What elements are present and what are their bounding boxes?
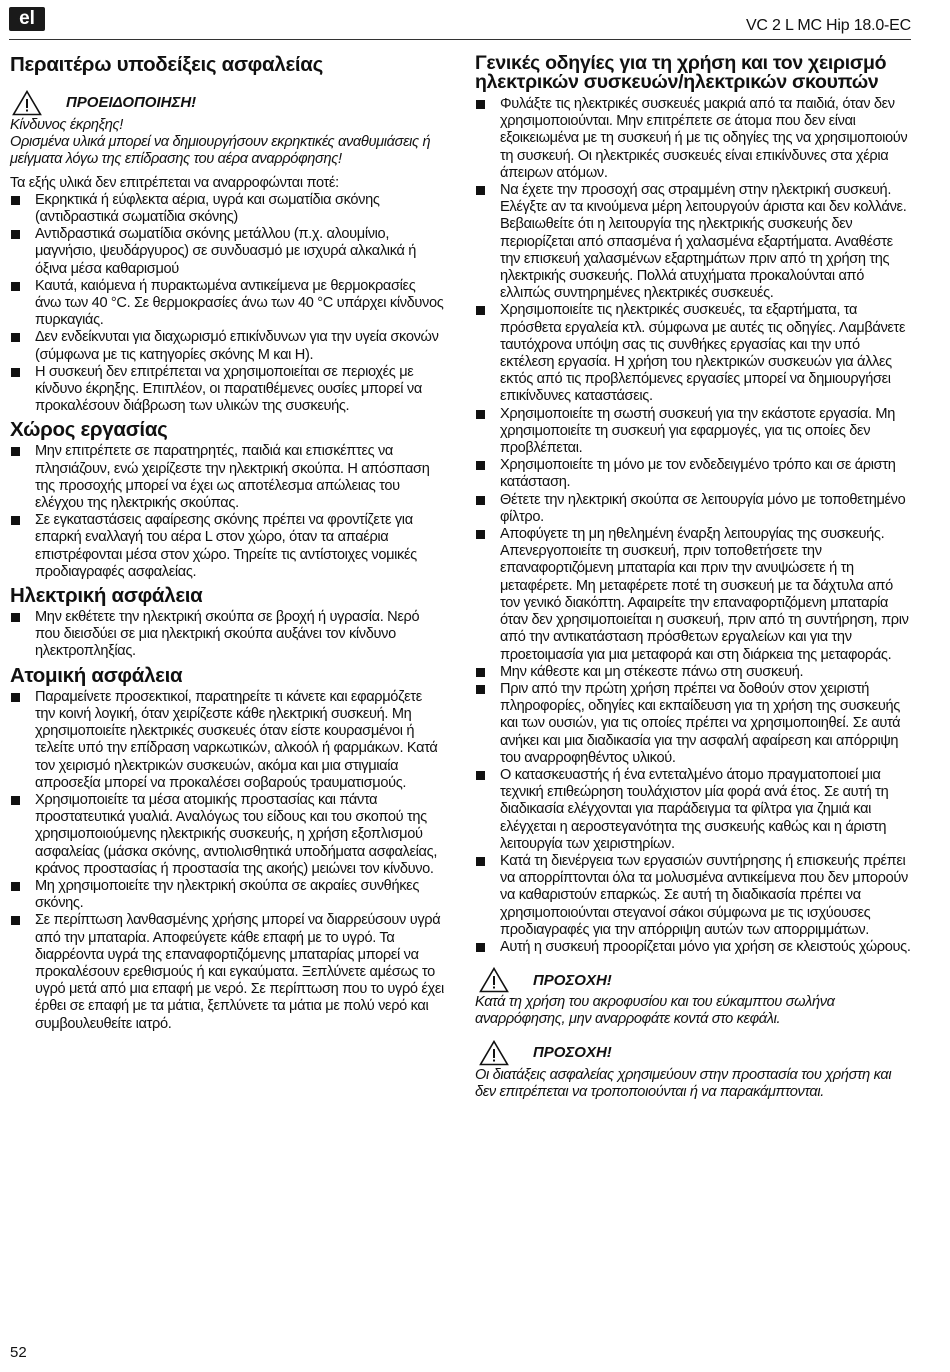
bullet-icon	[11, 796, 20, 805]
electrical-list	[10, 609, 445, 661]
bullet-icon	[11, 882, 20, 891]
bullet-icon	[476, 461, 485, 470]
left-column	[10, 54, 445, 1033]
bullet-icon	[11, 333, 20, 342]
caution-text: Οι διατάξεις ασφαλείας χρησιμεύουν στην προστασία του χρήστη και δεν επιτρέπεται να τροποποιούνται ή να παρακάμπτονται.	[475, 1066, 892, 1100]
section-title-workspace: Χώρος εργασίας	[10, 418, 168, 442]
list-item: Χρησιμοποιείτε τα μέσα ατομικής προστασίας και πάντα προστατευτικά γυαλιά. Αναλόγως του είδους και του σκοπού της χρησιμοποιούμενης ηλεκτρικής συσκευής, η χρήση εξοπλισμού ασφαλείας (μάσκα σκόνης, αντιολισθητικά υποδήματα ασφαλείας, κράνος προστασίας ή προστασία της ακοής) μειώνει τον κίνδυνο.	[10, 792, 445, 878]
page-number: 52	[10, 1344, 27, 1361]
bullet-icon	[11, 916, 20, 925]
list-item: Σε εγκαταστάσεις αφαίρεσης σκόνης πρέπει να φροντίζετε για επαρκή εναλλαγή του αέρα L στον χώρο, όταν τα απαέρια επιστρέφονται μέσα στον χώρο. Τηρείτε τις αντίστοιχες νομικές προδιαγραφές ασφαλείας.	[10, 512, 445, 581]
bullet-icon	[11, 516, 20, 525]
list-item: Χρησιμοποιείτε τις ηλεκτρικές συσκευές, τα εξαρτήματα, τα πρόσθετα εργαλεία κτλ. σύμφωνα με αυτές τις οδηγίες. Λαμβάνετε ταυτόχρονα υπόψη σας τις συνθήκες εργασίας και την υπό εκτέλεση εργασία. Η χρήση του ηλεκτρικών συσκευών για άλλες εκτός από τις προβλεπόμενες εργασίες μπορεί να δημιουργήσει επικίνδυνες καταστάσεις.	[475, 302, 911, 405]
caution-block	[475, 1039, 911, 1101]
bullet-icon	[476, 771, 485, 780]
warning-triangle-icon	[479, 967, 509, 993]
workspace-list	[10, 443, 445, 581]
section-title-safety: Περαιτέρω υποδείξεις ασφαλείας	[10, 53, 323, 76]
caution-label: ΠΡΟΣΟΧΗ!	[533, 971, 612, 989]
list-item: Πριν από την πρώτη χρήση πρέπει να δοθούν στον χειριστή πληροφορίες, οδηγίες και εκπαίδευση για τη χρήση της συσκευής και των ουσιών, για τις οποίες πρέπει να χρησιμοποιηθεί. Σε αυτά ανήκει και μια διαδικασία για την ασφαλή αφαίρεση και απόρριψη του αναρροφηθέντος υλικού.	[475, 681, 911, 767]
warning-text: Ορισμένα υλικά μπορεί να δημιουργήσουν εκρηκτικές αναθυμιάσεις ή μείγματα λόγω της επίδρασης του αέρα αναρρόφησης!	[10, 134, 431, 168]
list-item: Μην εκθέτετε την ηλεκτρική σκούπα σε βροχή ή υγρασία. Νερό που διεισδύει σε μια ηλεκτρική σκούπα αυξάνει τον κίνδυνο ηλεκτροπληξίας.	[10, 609, 445, 661]
warning-triangle-icon	[479, 1040, 509, 1066]
warning-triangle-icon	[12, 90, 42, 116]
bullet-icon	[476, 306, 485, 315]
list-item: Θέτετε την ηλεκτρική σκούπα σε λειτουργία μόνο με τοποθετημένο φίλτρο.	[475, 492, 911, 526]
list-item: Μη χρησιμοποιείτε την ηλεκτρική σκούπα σε ακραίες συνθήκες σκόνης.	[10, 878, 445, 912]
language-badge: el	[9, 7, 45, 31]
section-title-general: Γενικές οδηγίες για τη χρήση και τον χειρισμό ηλεκτρικών συσκευών/ηλεκτρικών σκουπών	[475, 52, 887, 93]
bullet-icon	[11, 368, 20, 377]
right-column	[475, 54, 911, 1101]
bullet-icon	[476, 496, 485, 505]
list-item: Καυτά, καιόμενα ή πυρακτωμένα αντικείμενα με θερμοκρασίες άνω των 40 °C. Σε θερμοκρασίες άνω των 40 °C υπάρχει κίνδυνος πυρκαγιάς.	[10, 278, 445, 330]
bullet-icon	[476, 530, 485, 539]
model-name: VC 2 L MC Hip 18.0-EC	[745, 17, 911, 34]
section-title-electrical: Ηλεκτρική ασφάλεια	[10, 584, 203, 608]
bullet-icon	[476, 668, 485, 677]
caution-text: Κατά τη χρήση του ακροφυσίου και του εύκαμπτου σωλήνα αναρρόφησης, μην αναρροφάτε κοντά στο κεφάλι.	[475, 994, 835, 1028]
list-item: Φυλάξτε τις ηλεκτρικές συσκευές μακριά από τα παιδιά, όταν δεν χρησιμοποιούνται. Μην επιτρέπετε σε άτομα που δεν είναι εξοικειωμένα με τη συσκευή ή με τις οδηγίες της να χρησιμοποιούν τη συσκευή. Οι ηλεκτρικές συσκευές είναι επικίνδυνες στα χέρια άπειρων ατόμων.	[475, 96, 911, 182]
forbidden-materials-list	[10, 192, 445, 416]
list-item: Μην κάθεστε και μη στέκεστε πάνω στη συσκευή.	[475, 664, 911, 681]
list-item: Χρησιμοποιείτε τη σωστή συσκευή για την εκάστοτε εργασία. Μη χρησιμοποιείτε τη συσκευή για εφαρμογές, για τις οποίες δεν προβλέπεται.	[475, 406, 911, 458]
bullet-icon	[476, 100, 485, 109]
bullet-icon	[11, 447, 20, 456]
list-item: Αντιδραστικά σωματίδια σκόνης μετάλλου (π.χ. αλουμίνιο, μαγνήσιο, ψευδάργυρος) σε συνδυασμό με ισχυρά αλκαλικά ή όξινα μέσα καθαρισμού	[10, 226, 445, 278]
bullet-icon	[11, 693, 20, 702]
bullet-icon	[11, 230, 20, 239]
bullet-icon	[476, 685, 485, 694]
caution-block	[475, 966, 911, 1028]
list-item: Σε περίπτωση λανθασμένης χρήσης μπορεί να διαρρεύσουν υγρά από την μπαταρία. Αποφεύγετε κάθε επαφή με το υγρό. Τα διαρρέοντα υγρά της επαναφορτιζόμενης μπαταρίας μπορεί να προκαλέσουν ερεθισμούς ή και εγκαύματα. Ξεπλύνετε αμέσως το υγρό μετά από μια επαφή με νερό. Σε περίπτωση που το υγρό έχει έρθει σε επαφή με τα μάτια, ξεπλύνετε τα μάτια με πολύ νερό και συμβουλευθείτε ιατρό.	[10, 912, 445, 1032]
list-item: Αυτή η συσκευή προορίζεται μόνο για χρήση σε κλειστούς χώρους.	[475, 939, 911, 956]
bullet-icon	[476, 857, 485, 866]
bullet-icon	[476, 943, 485, 952]
warning-block	[10, 89, 445, 169]
list-item: Η συσκευή δεν επιτρέπεται να χρησιμοποιείται σε περιοχές με κίνδυνο έκρηξης. Επιπλέον, οι παρατιθέμενες ουσίες μπορεί να προκαλέσουν διάβρωση των υλικών της συσκευής.	[10, 364, 445, 416]
list-item: Αποφύγετε τη μη ηθελημένη έναρξη λειτουργίας της συσκευής. Απενεργοποιείτε τη συσκευή, πριν τοποθετήσετε την επαναφορτιζόμενη μπαταρία και πριν την ανυψώσετε ή τη μεταφέρετε. Μη μεταφέρετε ποτέ τη συσκευή με τα δάχτυλα από τον γενικό διακόπτη. Αφαιρείτε την επαναφορτιζόμενη μπαταρία όταν δεν χρησιμοποιείται η συσκευή, πριν από τη συντήρηση, πριν από την αντικατάσταση πρόσθετων εργαλείων και για την προετοιμασία για μια μεταφορά και στη διάρκεια της μεταφοράς.	[475, 526, 911, 664]
list-item: Δεν ενδείκνυται για διαχωρισμό επικίνδυνων για την υγεία σκονών (σύμφωνα με τις κατηγορίες σκόνης M και H).	[10, 329, 445, 363]
list-item: Να έχετε την προσοχή σας στραμμένη στην ηλεκτρική συσκευή. Ελέγξτε αν τα κινούμενα μέρη λειτουργούν άριστα και δεν κολλάνε. Βεβαιωθείτε ότι η λειτουργία της ηλεκτρικής συσκευής δεν περιορίζεται από σπασμένα ή χαλασμένα εξαρτήματα. Αναθέστε την επισκευή χαλασμένων εξαρτημάτων πριν από τη χρήση της ηλεκτρικής συσκευής. Πολλά ατυχήματα προκαλούνται από ελλιπώς συντηρημένες ηλεκτρικές συσκευές.	[475, 182, 911, 302]
header-divider	[9, 39, 911, 40]
warning-line: Κίνδυνος έκρηξης!	[10, 117, 123, 133]
bullet-icon	[476, 410, 485, 419]
list-item: Κατά τη διενέργεια των εργασιών συντήρησης ή επισκευής πρέπει να απορρίπτονται όλα τα μολυσμένα αντικείμενα που δεν μπορούν να καθαριστούν επαρκώς. Σε αυτή τη διαδικασία πρέπει να χρησιμοποιούνται στεγανοί σάκοι σύμφωνα με τις ισχύουσες προδιαγραφές για την απόρριψη αυτών των απορριμμάτων.	[475, 853, 911, 939]
list-item: Ο κατασκευαστής ή ένα εντεταλμένο άτομο πραγματοποιεί μια τεχνική επιθεώρηση τουλάχιστον μία φορά ανά έτος. Σε αυτή τη διαδικασία ελέγχονται για παράδειγμα τα φίλτρα για ζημιά και ελέγχεται η αεροστεγανότητα της συσκευής καθώς και η άριστη λειτουργία των χειριστηρίων.	[475, 767, 911, 853]
general-list	[475, 96, 911, 956]
bullet-icon	[11, 613, 20, 622]
list-item: Μην επιτρέπετε σε παρατηρητές, παιδιά και επισκέπτες να πλησιάζουν, ενώ χειρίζεστε την ηλεκτρική σκούπα. Η απόσπαση της προσοχής μπορεί να έχει ως αποτέλεσμα απώλειας του ελέγχου της ηλεκτρικής σκούπας.	[10, 443, 445, 512]
warning-label: ΠΡΟΕΙΔΟΠΟΙΗΣΗ!	[66, 94, 197, 112]
list-item: Χρησιμοποιείτε τη μόνο με τον ενδεδειγμένο τρόπο και σε άριστη κατάσταση.	[475, 457, 911, 491]
intro-text: Τα εξής υλικά δεν επιτρέπεται να αναρροφώνται ποτέ:	[10, 174, 339, 191]
list-item: Παραμείνετε προσεκτικοί, παρατηρείτε τι κάνετε και εφαρμόζετε την κοινή λογική, όταν χειρίζεστε κάθε ηλεκτρική συσκευή. Μη χρησιμοποιείτε ηλεκτρικές συσκευές όταν είστε κουρασμένοι ή τελείτε υπό την επίδραση ναρκωτικών, αλκοόλ ή φαρμάκων. Κατά τον χειρισμό ηλεκτρικών συσκευών, ακόμα και μια στιγμιαία απροσεξία μπορεί να προκαλέσει σοβαρούς τραυματισμούς.	[10, 689, 445, 792]
bullet-icon	[11, 282, 20, 291]
bullet-icon	[476, 186, 485, 195]
bullet-icon	[11, 196, 20, 205]
personal-list	[10, 689, 445, 1033]
caution-label: ΠΡΟΣΟΧΗ!	[533, 1043, 612, 1061]
section-title-personal: Ατομική ασφάλεια	[10, 663, 183, 687]
list-item: Εκρηκτικά ή εύφλεκτα αέρια, υγρά και σωματίδια σκόνης (αντιδραστικά σωματίδια σκόνης)	[10, 192, 445, 226]
